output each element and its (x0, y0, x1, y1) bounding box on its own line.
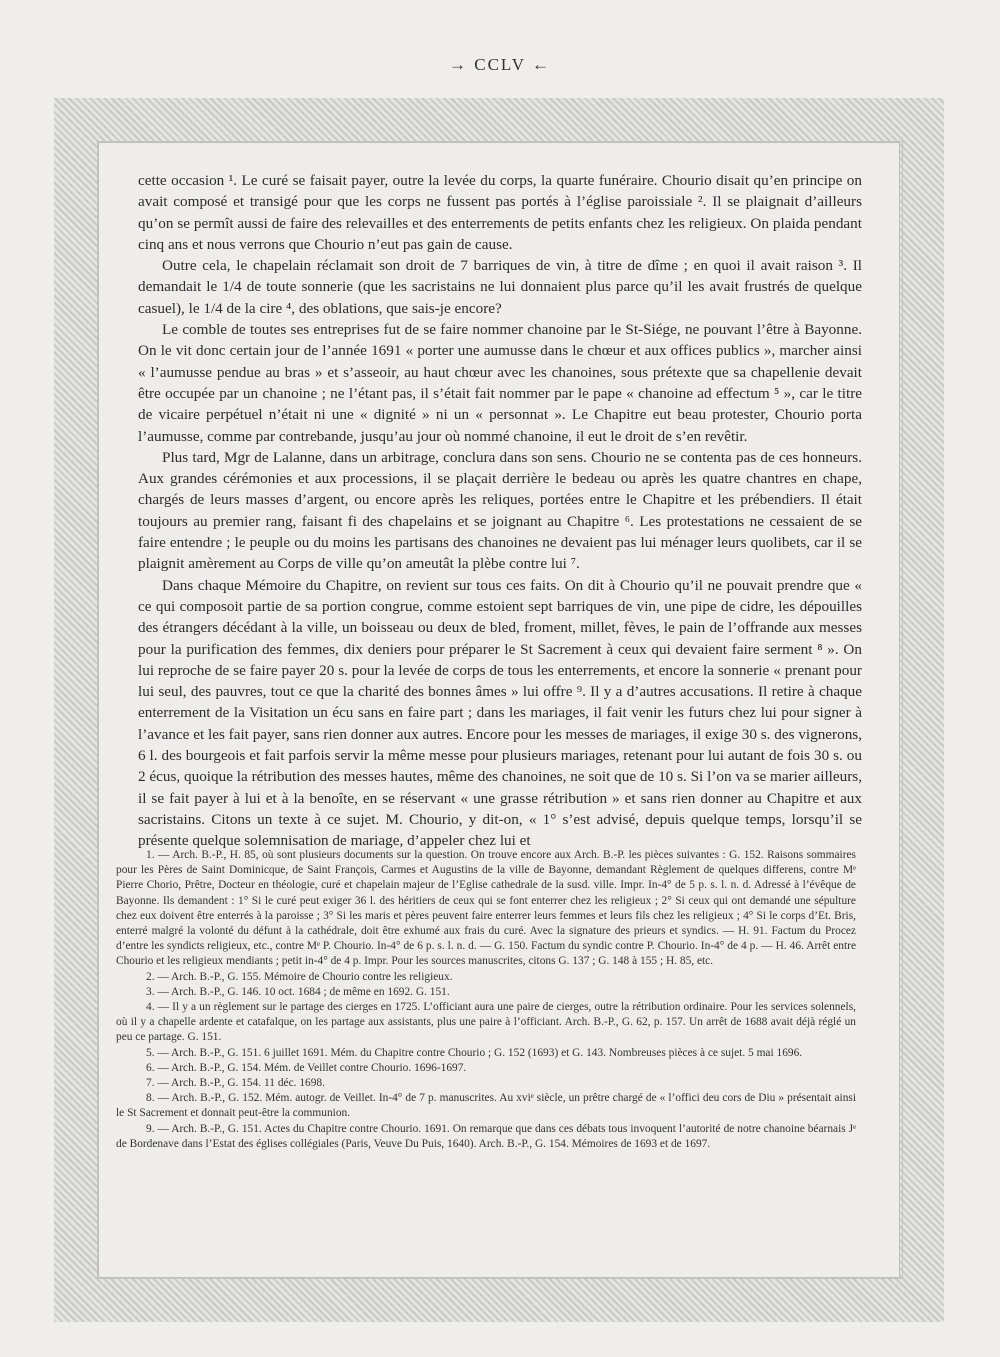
main-text (138, 170, 862, 852)
footnotes (116, 848, 856, 1152)
footnote: 8. — Arch. B.-P., G. 152. Mém. autogr. de Veillet. In-4° de 7 p. manuscrites. Au xviᵉ siècle, un prêtre chargé de « l’offici deu cors de Diu » présentait ainsi le St Sacrement et donnait peut-être la communion. (116, 1092, 856, 1120)
footnote: 6. — Arch. B.-P., G. 154. Mém. de Veillet contre Chourio. 1696-1697. (146, 1061, 467, 1074)
footnote: 5. — Arch. B.-P., G. 151. 6 juillet 1691. Mém. du Chapitre contre Chourio ; G. 152 (1693) et G. 143. Nombreuses pièces à ce sujet. 5 mai 1696. (146, 1046, 803, 1059)
footnote: 4. — Il y a un règlement sur le partage des cierges en 1725. L’officiant aura une paire de cierges, outre la rétribution ordinaire. Pour les services solennels, où il y a chapelle ardente et catafalque, on les partage aux assistants, plus une paire à l’officiant. Arch. B.-P., G. 62, p. 157. Un arrêt de 1688 avait déjà réglé un peu ce partage. G. 151. (116, 1001, 856, 1044)
paragraph: Le comble de toutes ses entreprises fut de se faire nommer chanoine par le St-Siége, ne pouvant l’être à Bayonne. On le vit donc certain jour de l’année 1691 « porter une aumusse dans le chœur et aux offices publics », marcher ainsi « l’aumusse pendue au bras » et s’asseoir, au haut chœur avec les chanoines, sous prétexte que sa chapellenie devait être occupée par un chanoine ; ne l’étant pas, il s’était fait nommer par le pape « chanoine ad effectum ⁵ », car le titre de vicaire perpétuel n’était ni une « dignité » ni un « personnat ». Le Chapitre eut beau protester, Chourio porta l’aumusse, comme par contrebande, jusqu’au jour où nommé chanoine, il eut le droit de s’en revêtir. (138, 321, 862, 445)
page-number: → CCLV ← (449, 55, 551, 74)
footnote: 1. — Arch. B.-P., H. 85, où sont plusieurs documents sur la question. On trouve encore aux Arch. B.-P. les pièces suivantes : G. 152. Raisons sommaires pour les Pères de Saint Dominicque, de Saint François, Carmes et Augustins de la ville de Bayonne, demandant Règlement de quelques differens, contre Mᵉ Pierre Chorio, Prêtre, Docteur en théologie, curé et chapelain majeur de l’Eglise cathedrale de la susd. ville. Impr. In-4° de 5 p. s. l. n. d. Adressé à l’évêque de Bayonne. Ils demandent : 1° Si le curé peut exiger 36 l. des héritiers de ceux qui se font enterrer chez les religieux ; 2° Si ceux qui ont demandé une sépulture chez eux doivent être enterrés à la paroisse ; 3° Si les maris et pères peuvent faire enterrer leurs femmes et leurs fils chez les religieux ; 4° Si le corps d’Et. Bris, enterré malgré la volonté du défunt à la cathédrale, doit être exhumé aux frais du curé. Avec la signature des prieurs et syndics. — H. 91. Factum du Procez d’entre les syndicts religieux, etc., contre Mᵉ P. Chourio. In-4° de 6 p. s. l. n. d. — G. 150. Factum du syndic contre P. Chourio. In-4° de 4 p. — H. 46. Arrêt entre Chourio et les religieux mendiants ; petit in-4° de 4 p. Impr. Pour les sources manuscrites, citons G. 137 ; G. 148 à 155 ; H. 85, etc. (116, 849, 856, 968)
paragraph: cette occasion ¹. Le curé se faisait payer, outre la levée du corps, la quarte funéraire. Chourio disait qu’en principe on avait composé et transigé pour que les corps ne fussent pas portés à l’église paroissiale ². Il se plaignait d’ailleurs qu’on se permît aussi de faire des relevailles et des enterrements de petits enfants chez les religieux. On plaida pendant cinq ans et nous verrons que Chourio n’eut pas gain de cause. (138, 172, 862, 253)
paragraph: Outre cela, le chapelain réclamait son droit de 7 barriques de vin, à titre de dîme ; en quoi il avait raison ³. Il demandait le 1/4 de toute sonnerie (que les sacristains ne lui donnaient plus parce qu’il les avait frustrés de quelque casuel), le 1/4 de la cire ⁴, des oblations, que sais-je encore? (138, 257, 862, 317)
footnote: 2. — Arch. B.-P., G. 155. Mémoire de Chourio contre les religieux. (146, 970, 453, 983)
footnote: 7. — Arch. B.-P., G. 154. 11 déc. 1698. (146, 1077, 325, 1090)
paragraph: Plus tard, Mgr de Lalanne, dans un arbitrage, conclura dans son sens. Chourio ne se contenta pas de ces honneurs. Aux grandes cérémonies et aux processions, il se plaçait derrière le bedeau ou après les quatre chantres en chape, chargés de leurs masses d’argent, ou encore après les reliques, portées entre le Chapitre et les prébendiers. Il était toujours au premier rang, faisant fi des chapelains et se joignant au Chapitre ⁶. Les protestations ne cessaient de se faire entendre ; le peuple ou du moins les partisans des chanoines ne devaient pas lui ménager leurs quolibets, car il se plaignit amèrement au Corps de ville qu’on ameutât la plèbe contre lui ⁷. (138, 448, 862, 573)
footnote: 3. — Arch. B.-P., G. 146. 10 oct. 1684 ; de même en 1692. G. 151. (146, 985, 450, 998)
paragraph: Dans chaque Mémoire du Chapitre, on revient sur tous ces faits. On dit à Chourio qu’il ne pouvait prendre que « ce qui composoit partie de sa portion congrue, comme estoient sept barriques de vin, une pipe de cidre, les dépouilles des étrangers décédant à la ville, un boisseau ou deux de bled, froment, millet, fèves, le pain de l’offrande aux messes pour la purification des femmes, dix deniers pour préparer le St Sacrement à ceux qui devaient faire serment ⁸ ». On lui reproche de se faire payer 20 s. pour la levée de corps de tous les enterrements, et encore la sonnerie « prenant pour lui seul, des pauvres, tout ce que la charité des bonnes âmes » lui offre ⁹. Il y a d’autres accusations. Il retire à chaque enterrement de la Visitation un écu sans en faire part ; dans les mariages, il fait venir les futurs chez lui pour signer à l’avance et les fait payer, sans rien donner aux autres. Encore pour les messes de mariages, il exige 30 s. des vignerons, 6 l. des bourgeois et fait parfois servir la même messe pour plusieurs mariages, retenant pour lui autant de fois 30 s. ou 2 écus, quoique la rétribution des messes hautes, même des chanoines, ne soit que de 10 s. Si l’on va se marier ailleurs, il se fait payer à lui et à la benoîte, en se réservant « une grasse rétribution » et sans rien donner au Chapitre et aux sacristains. Citons un texte à ce sujet. M. Chourio, y dit-on, « 1° s’est advisé, depuis quelque temps, lorsqu’il se présente quelque solemnisation de mariage, d’appeler chez lui et (138, 576, 862, 850)
footnote: 9. — Arch. B.-P., G. 151. Actes du Chapitre contre Chourio. 1691. On remarque que dans ces débats tous invoquent l’autorité de notre chanoine béarnais Jᵉ de Bordenave dans l’Estat des églises collégiales (Paris, Veuve Du Puis, 1640). Arch. B.-P., G. 154. Mémoires de 1693 et de 1697. (116, 1122, 856, 1150)
